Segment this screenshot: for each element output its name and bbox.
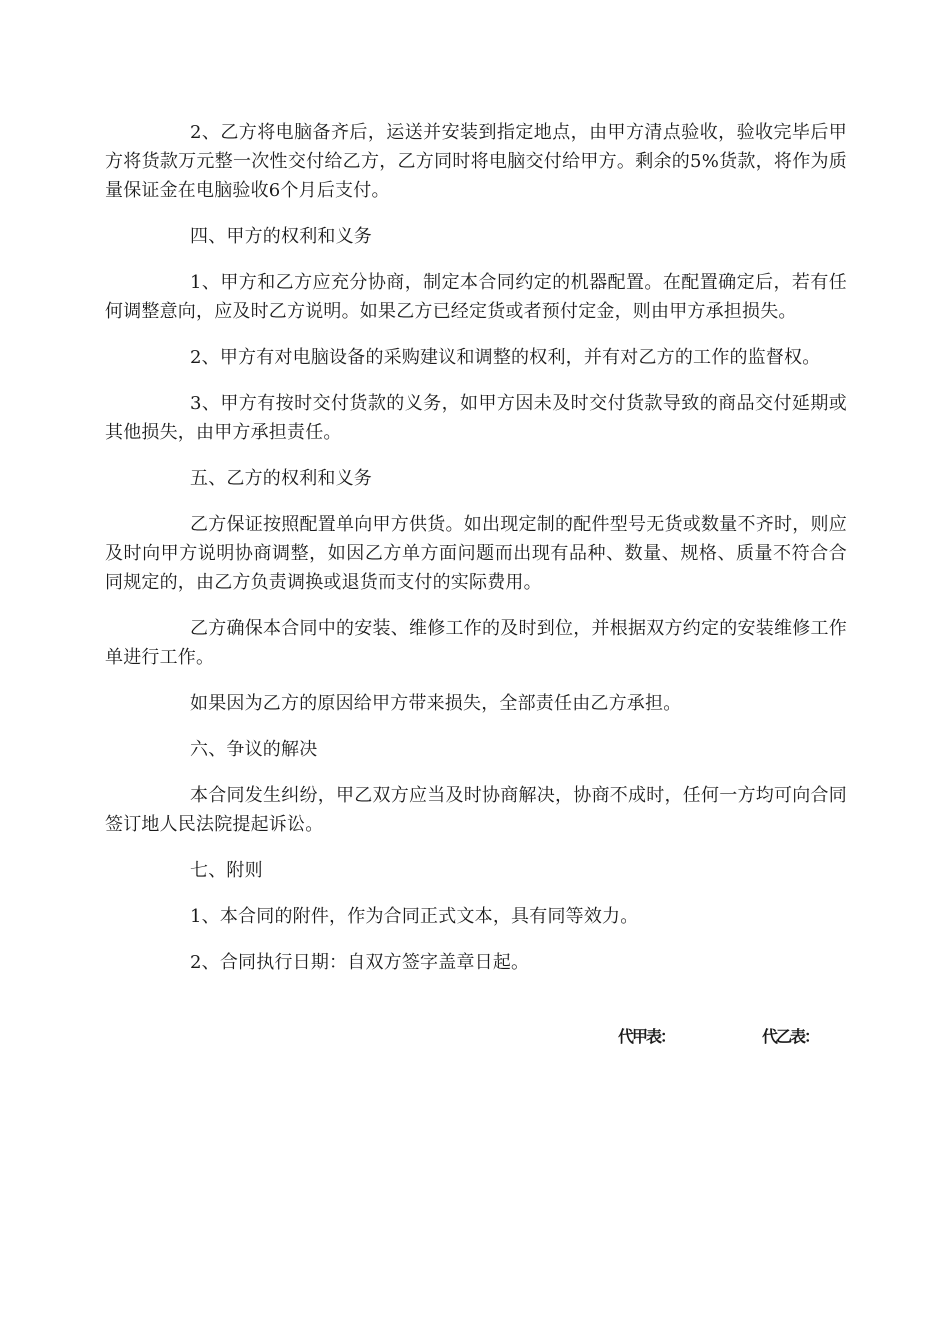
clause-party-b-1: 乙方保证按照配置单向甲方供货。如出现定制的配件型号无货或数量不齐时，则应及时向甲方说明协商调整，如因乙方单方面问题而出现有品种、数量、规格、质量不符合合同规定的，由乙方负责调换或退货而支付的实际费用。 bbox=[105, 514, 847, 593]
section-heading-appendix: 七、附则 bbox=[190, 860, 263, 881]
signature-row bbox=[618, 1024, 858, 1048]
clause-appendix-2: 2、合同执行日期：自双方签字盖章日起。 bbox=[190, 952, 530, 973]
clause-party-b-3: 如果因为乙方的原因给甲方带来损失，全部责任由乙方承担。 bbox=[190, 693, 682, 714]
clause-dispute: 本合同发生纠纷，甲乙双方应当及时协商解决，协商不成时，任何一方均可向合同签订地人民法院提起诉讼。 bbox=[105, 785, 847, 835]
party-a-representative-label: 代甲表： bbox=[618, 1027, 675, 1046]
clause-party-b-2: 乙方确保本合同中的安装、维修工作的及时到位，并根据双方约定的安装维修工作单进行工作。 bbox=[105, 618, 847, 668]
section-heading-party-b: 五、乙方的权利和义务 bbox=[190, 468, 372, 489]
party-b-representative-label: 代乙表： bbox=[762, 1027, 819, 1046]
contract-body bbox=[105, 118, 847, 994]
clause-party-a-1: 1、甲方和乙方应充分协商，制定本合同约定的机器配置。在配置确定后，若有任何调整意向，应及时乙方说明。如果乙方已经定货或者预付定金，则由甲方承担损失。 bbox=[105, 272, 847, 322]
clause-party-a-2: 2、甲方有对电脑设备的采购建议和调整的权利，并有对乙方的工作的监督权。 bbox=[190, 347, 821, 368]
section-heading-party-a: 四、甲方的权利和义务 bbox=[190, 226, 372, 247]
clause-party-a-3: 3、甲方有按时交付货款的义务，如甲方因未及时交付货款导致的商品交付延期或其他损失，由甲方承担责任。 bbox=[105, 393, 847, 443]
section-heading-dispute: 六、争议的解决 bbox=[190, 739, 318, 760]
clause-payment: 2、乙方将电脑备齐后，运送并安装到指定地点，由甲方清点验收，验收完毕后甲方将货款万元整一次性交付给乙方，乙方同时将电脑交付给甲方。剩余的5%货款，将作为质量保证金在电脑验收6个月后支付。 bbox=[105, 122, 847, 201]
clause-appendix-1: 1、本合同的附件，作为合同正式文本，具有同等效力。 bbox=[190, 906, 639, 927]
